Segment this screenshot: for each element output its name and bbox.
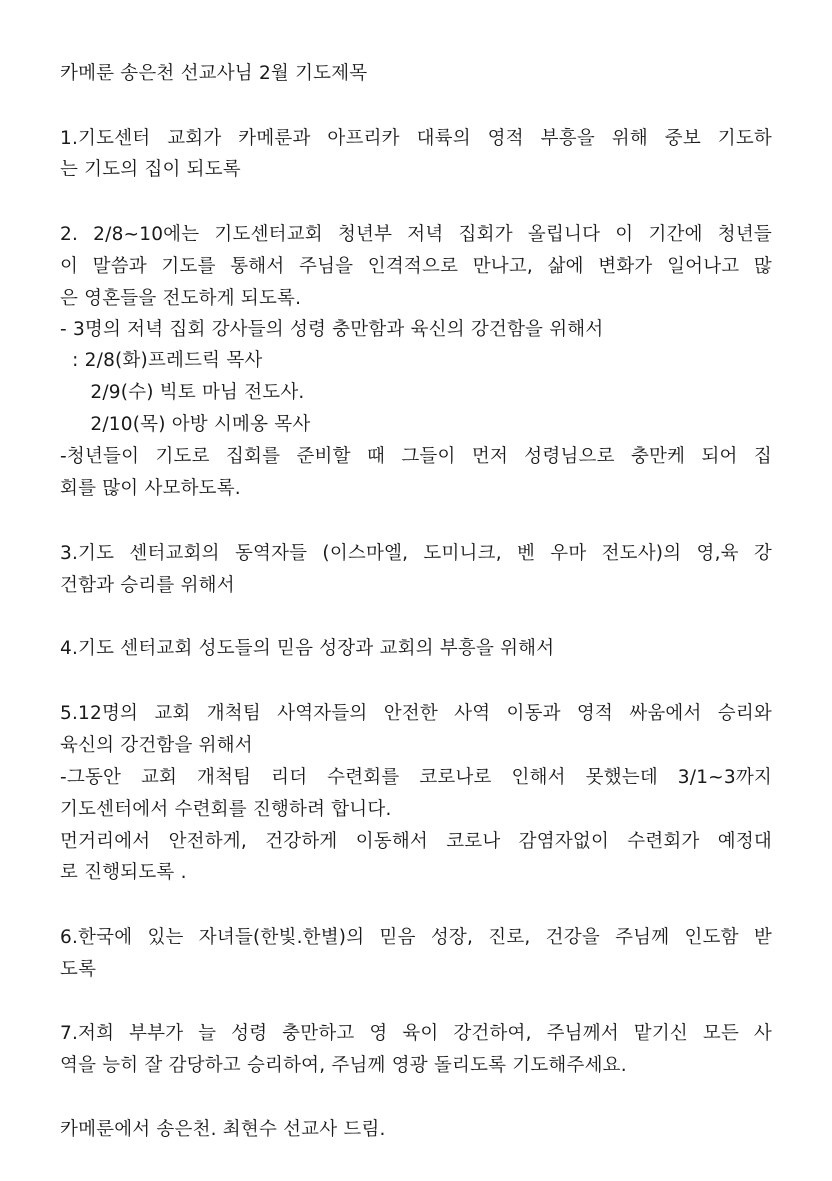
prayer-item-3-line-1: 3.기도 센터교회의 동역자들 (이스마엘, 도미니크, 벤 우마 전도사)의 영,육 강 [60,543,772,564]
prayer-item-5-line-3: -그동안 교회 개척팀 리더 수련회를 코로나로 인해서 못했는데 3/1~3까지 [60,767,772,788]
prayer-item-5-line-6: 로 진행되도록 . [60,862,187,883]
prayer-item-2-speaker-2: 2/9(수) 빅토 마님 전도사. [60,382,305,403]
prayer-item-2-line-3: 은 영혼들을 전도하게 되도록. [60,288,302,309]
signature: 카메룬에서 송은천. 최현수 선교사 드림. [60,1119,386,1140]
prayer-item-2-line-8: -청년들이 기도로 집회를 준비할 때 그들이 먼저 성령님으로 충만케 되어 집 [60,446,772,467]
prayer-item-7-line-2: 역을 능히 잘 감당하고 승리하여, 주님께 영광 돌리도록 기도해주세요. [60,1055,627,1076]
prayer-item-4-line-1: 4.기도 센터교회 성도들의 믿음 성장과 교회의 부흥을 위해서 [60,638,555,659]
prayer-item-2-speaker-3: 2/10(목) 아방 시메옹 목사 [60,414,311,435]
prayer-item-6-line-2: 도록 [60,959,97,980]
prayer-item-1-line-2: 는 기도의 집이 되도록 [60,159,241,180]
prayer-item-7-line-1: 7.저희 부부가 늘 성령 충만하고 영 육이 강건하여, 주님께서 맡기신 모든 사 [60,1023,772,1044]
prayer-item-3-line-2: 건함과 승리를 위해서 [60,575,235,596]
prayer-item-2-line-1: 2. 2/8~10에는 기도센터교회 청년부 저녁 집회가 올립니다 이 기간에 청년들 [60,224,772,245]
prayer-item-5-line-4: 기도센터에서 수련회를 진행하려 합니다. [60,799,392,820]
prayer-item-5-line-1: 5.12명의 교회 개척팀 사역자들의 안전한 사역 이동과 영적 싸움에서 승리와 [60,703,772,724]
prayer-item-1-line-1: 1.기도센터 교회가 카메룬과 아프리카 대륙의 영적 부흥을 위해 중보 기도하 [60,128,772,149]
prayer-item-6-line-1: 6.한국에 있는 자녀들(한빛.한별)의 믿음 성장, 진로, 건강을 주님께 인도함 받 [60,927,772,948]
document-title: 카메룬 송은천 선교사님 2월 기도제목 [60,63,368,84]
prayer-item-2-speaker-1: : 2/8(화)프레드릭 목사 [60,350,263,371]
prayer-item-2-line-9: 회를 많이 사모하도록. [60,478,241,499]
prayer-item-2-speakers-intro: - 3명의 저녁 집회 강사들의 성령 충만함과 육신의 강건함을 위해서 [60,319,604,340]
prayer-item-5-line-5: 먼거리에서 안전하게, 건강하게 이동해서 코로나 감염자없이 수련회가 예정대 [60,831,772,852]
prayer-item-5-line-2: 육신의 강건함을 위해서 [60,735,253,756]
prayer-item-2-line-2: 이 말씀과 기도를 통해서 주님을 인격적으로 만나고, 삶에 변화가 일어나고 많 [60,256,772,277]
